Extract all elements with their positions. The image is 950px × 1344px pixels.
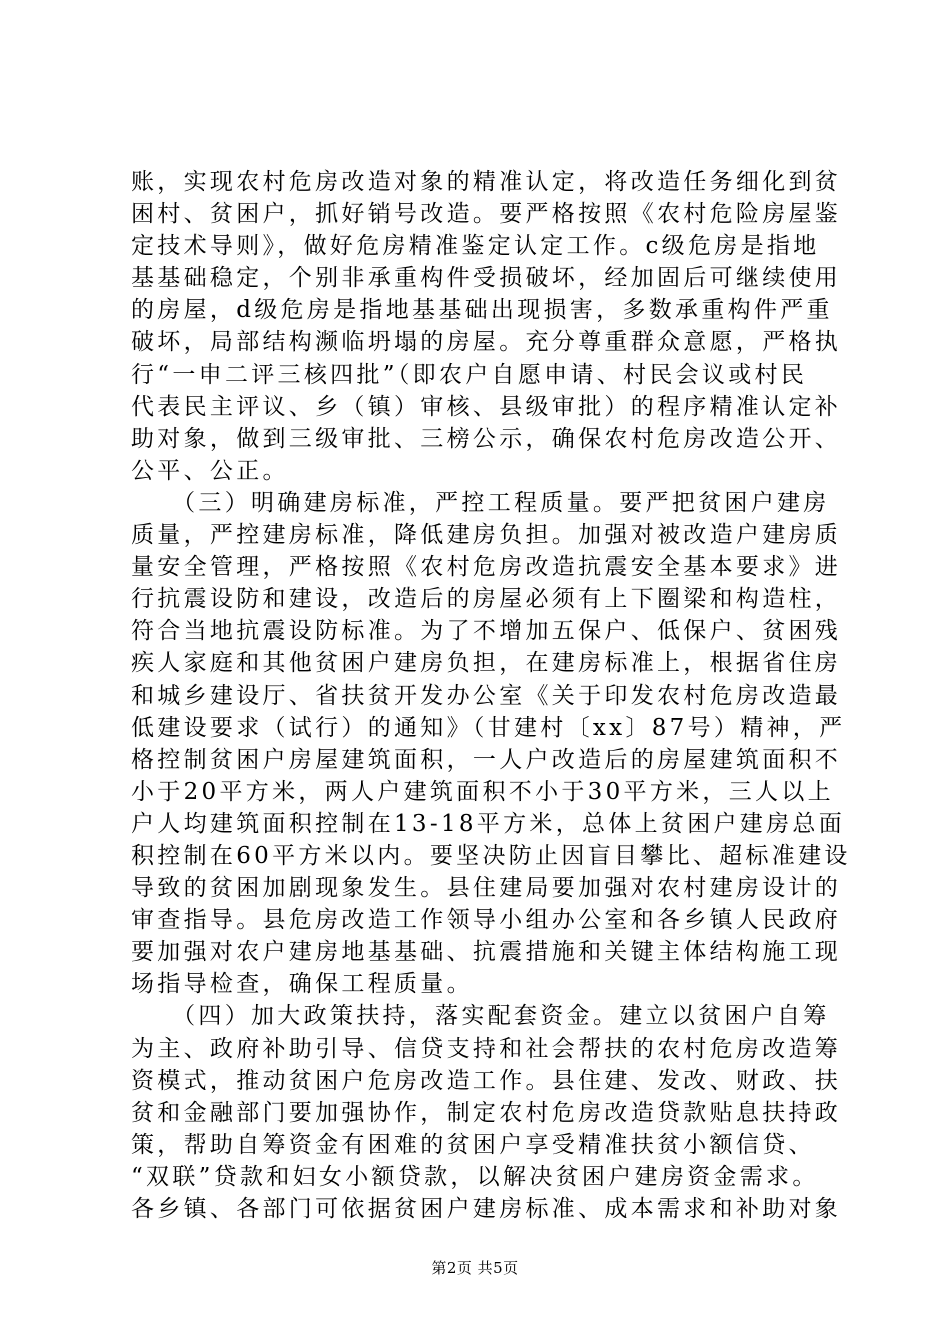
text-line: 质量，严控建房标准，降低建房负担。加强对被改造户建房质 bbox=[131, 522, 842, 549]
text-line: 审查指导。县危房改造工作领导小组办公室和各乡镇人民政府 bbox=[131, 907, 842, 934]
text-line: 贫和金融部门要加强协作，制定农村危房改造贷款贴息扶持政 bbox=[131, 1099, 842, 1126]
text-line: 格控制贫困户房屋建筑面积，一人户改造后的房屋建筑面积不 bbox=[131, 746, 842, 773]
page-number-footer: 第2页 共5页 bbox=[431, 1259, 519, 1277]
section-heading-line: （四）加大政策扶持，落实配套资金。建立以贫困户自筹 bbox=[131, 1003, 830, 1030]
text-line: 和城乡建设厅、省扶贫开发办公室《关于印发农村危房改造最 bbox=[131, 682, 842, 709]
text-line: 助对象，做到三级审批、三榜公示，确保农村危房改造公开、 bbox=[131, 425, 842, 452]
section-heading-line: （三）明确建房标准，严控工程质量。要严把贫困户建房 bbox=[131, 489, 830, 516]
text-line: 积控制在60平方米以内。要坚决防止因盲目攀比、超标准建设 bbox=[131, 842, 851, 869]
text-line: “双联”贷款和妇女小额贷款，以解决贫困户建房资金需求。 bbox=[131, 1163, 819, 1190]
text-line: 各乡镇、各部门可依据贫困户建房标准、成本需求和补助对象 bbox=[131, 1196, 842, 1222]
text-line: 户人均建筑面积控制在13-18平方米，总体上贫困户建房总面 bbox=[131, 810, 846, 837]
text-line: 小于20平方米，两人户建筑面积不小于30平方米，三人以上 bbox=[131, 778, 834, 805]
body-text bbox=[131, 166, 851, 1225]
text-line: 行抗震设防和建设，改造后的房屋必须有上下圈梁和构造柱， bbox=[131, 586, 842, 613]
text-line: 困村、贫困户，抓好销号改造。要严格按照《农村危险房屋鉴 bbox=[131, 201, 842, 228]
text-line: 公平、公正。 bbox=[131, 457, 289, 484]
text-line: 量安全管理，严格按照《农村危房改造抗震安全基本要求》进 bbox=[131, 554, 842, 581]
text-line: 符合当地抗震设防标准。为了不增加五保户、低保户、贫困残 bbox=[131, 618, 842, 645]
text-line: 低建设要求（试行）的通知》（甘建村〔xx〕87号）精神，严 bbox=[131, 714, 846, 741]
text-line: 导致的贫困加剧现象发生。县住建局要加强对农村建房设计的 bbox=[131, 875, 842, 902]
text-line: 定技术导则》，做好危房精准鉴定认定工作。c级危房是指地 bbox=[131, 233, 820, 260]
text-line: 为主、政府补助引导、信贷支持和社会帮扶的农村危房改造筹 bbox=[131, 1035, 842, 1062]
text-line: 策，帮助自筹资金有困难的贫困户享受精准扶贫小额信贷、 bbox=[131, 1131, 815, 1158]
text-line: 要加强对农户建房地基基础、抗震措施和关键主体结构施工现 bbox=[131, 939, 842, 966]
text-line: 资模式，推动贫困户危房改造工作。县住建、发改、财政、扶 bbox=[131, 1067, 842, 1094]
text-line: 的房屋，d级危房是指地基基础出现损害，多数承重构件严重 bbox=[131, 297, 833, 324]
text-line: 场指导检查，确保工程质量。 bbox=[131, 971, 473, 998]
text-line: 破坏，局部结构濒临坍塌的房屋。充分尊重群众意愿，严格执 bbox=[131, 329, 842, 356]
text-line: 行“一申二评三核四批”（即农户自愿申请、村民会议或村民 bbox=[131, 361, 808, 388]
text-line: 账，实现农村危房改造对象的精准认定，将改造任务细化到贫 bbox=[131, 169, 842, 195]
text-line: 代表民主评议、乡（镇）审核、县级审批）的程序精准认定补 bbox=[131, 393, 842, 420]
text-line: 基基础稳定，个别非承重构件受损破坏，经加固后可继续使用 bbox=[131, 265, 842, 292]
text-line: 疾人家庭和其他贫困户建房负担，在建房标准上，根据省住房 bbox=[131, 650, 842, 677]
